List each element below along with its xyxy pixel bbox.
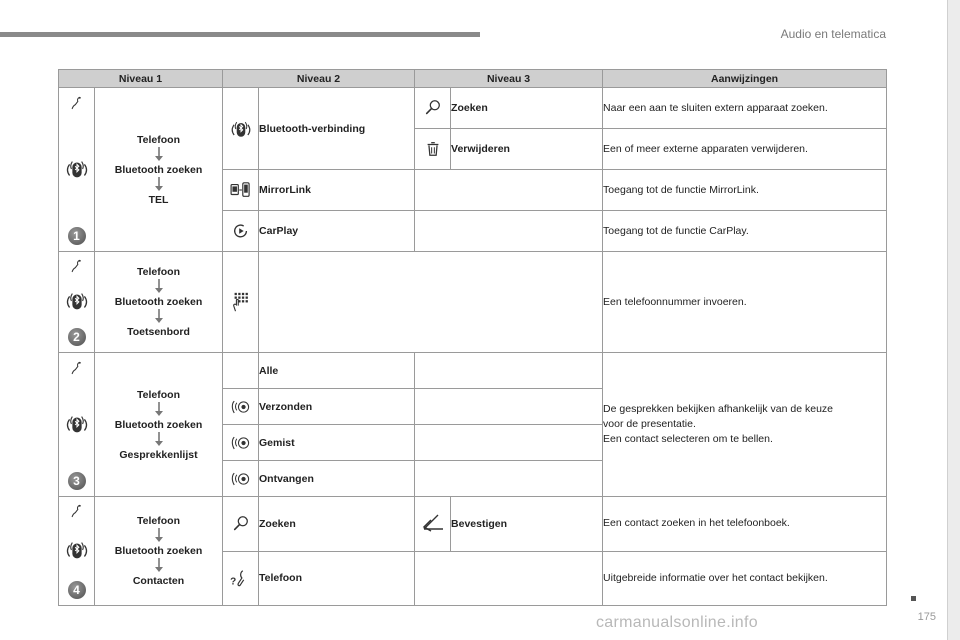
step-badge-1: 1	[68, 227, 86, 245]
arrow-down-icon	[153, 279, 165, 295]
note-cell	[603, 353, 887, 497]
group-4-level1	[95, 497, 223, 606]
note-line: De gesprekken bekijken afhankelijk van de keuze	[603, 403, 834, 415]
step-badge-2: 2	[68, 328, 86, 346]
search-icon	[424, 99, 442, 117]
empty-cell	[415, 461, 603, 497]
trash-icon-cell	[415, 129, 451, 170]
phone-icon	[69, 360, 85, 376]
level1-item: Telefoon	[137, 388, 180, 401]
trash-icon	[424, 140, 442, 158]
step-badge-4: 4	[68, 581, 86, 599]
group-4-icons	[59, 497, 95, 606]
level1-item: Bluetooth zoeken	[114, 418, 203, 431]
menu-table	[58, 69, 887, 606]
arrow-down-icon	[153, 309, 165, 325]
group-3-icons	[59, 353, 95, 497]
search-icon-cell	[223, 497, 259, 552]
note-line: Een contact selecteren om te bellen.	[603, 433, 773, 445]
bluetooth-phone-icon	[64, 288, 90, 314]
level1-item: Toetsenbord	[127, 326, 190, 338]
level2-label: Alle	[259, 353, 415, 389]
arrow-down-icon	[153, 558, 165, 574]
note-cell: Naar een aan te sluiten extern apparaat zoeken.	[603, 88, 887, 129]
contact-details-icon-cell	[223, 551, 259, 606]
level1-item: Telefoon	[137, 133, 180, 146]
bluetooth-phone-icon	[64, 156, 90, 182]
bluetooth-connection-icon-cell	[223, 88, 259, 170]
table-row	[59, 353, 887, 389]
empty-cell	[415, 551, 603, 606]
bluetooth-icon	[229, 117, 253, 141]
level1-item: Contacten	[132, 575, 185, 587]
confirm-icon-cell	[415, 497, 451, 552]
level1-item: TEL	[148, 193, 169, 206]
level3-label: Bevestigen	[451, 497, 603, 552]
arrow-down-icon	[153, 147, 165, 163]
level1-item: Bluetooth zoeken	[114, 163, 203, 176]
column-header-level3: Niveau 3	[415, 70, 603, 88]
empty-cell	[415, 353, 603, 389]
note-cell: Uitgebreide informatie over het contact bekijken.	[603, 551, 887, 606]
note-cell: Een telefoonnummer invoeren.	[603, 252, 887, 353]
icon-cell-empty	[223, 353, 259, 389]
bluetooth-phone-icon	[64, 537, 90, 563]
level2-label: Telefoon	[259, 551, 415, 606]
arrow-down-icon	[153, 177, 165, 193]
keypad-icon-cell	[223, 252, 259, 353]
carplay-icon	[232, 222, 250, 240]
missed-call-icon-cell	[223, 425, 259, 461]
empty-cell	[415, 211, 603, 252]
phone-icon	[69, 258, 85, 274]
level3-label: Zoeken	[451, 88, 603, 129]
note-cell: Een of meer externe apparaten verwijderen.	[603, 129, 887, 170]
outgoing-call-icon	[230, 398, 252, 416]
empty-cell	[259, 252, 603, 353]
phone-icon	[69, 95, 85, 111]
section-title: Audio en telematica	[780, 27, 886, 41]
page-mark	[911, 596, 916, 601]
level1-item: Telefoon	[137, 515, 180, 527]
contact-details-icon	[229, 568, 253, 588]
keypad-icon	[230, 291, 252, 313]
level2-label: Bluetooth-verbinding	[259, 88, 415, 170]
incoming-call-icon-cell	[223, 461, 259, 497]
level2-label: Gemist	[259, 425, 415, 461]
incoming-call-icon	[230, 470, 252, 488]
empty-cell	[415, 389, 603, 425]
note-cell: Toegang tot de functie MirrorLink.	[603, 170, 887, 211]
note-line: voor de presentatie.	[603, 418, 696, 430]
level2-label: Zoeken	[259, 497, 415, 552]
group-1-level1	[95, 88, 223, 252]
mirrorlink-icon	[230, 181, 252, 199]
watermark: carmanualsonline.info	[596, 614, 758, 631]
level2-label: CarPlay	[259, 211, 415, 252]
arrow-down-icon	[153, 402, 165, 418]
group-3-level1	[95, 353, 223, 497]
search-icon-cell	[415, 88, 451, 129]
phone-icon	[69, 503, 85, 519]
level1-item: Gesprekkenlijst	[119, 448, 198, 461]
table-row	[59, 497, 887, 552]
group-2-level1	[95, 252, 223, 353]
table-header-row	[59, 70, 887, 88]
arrow-down-icon	[153, 528, 165, 544]
column-header-level1: Niveau 1	[59, 70, 223, 88]
page-number: 175	[917, 611, 936, 623]
column-header-notes: Aanwijzingen	[603, 70, 887, 88]
level1-item: Bluetooth zoeken	[114, 296, 203, 308]
level2-label: Ontvangen	[259, 461, 415, 497]
level1-item: Telefoon	[137, 266, 180, 278]
outgoing-call-icon-cell	[223, 389, 259, 425]
level3-label: Verwijderen	[451, 129, 603, 170]
note-cell: Een contact zoeken in het telefoonboek.	[603, 497, 887, 552]
missed-call-icon	[230, 434, 252, 452]
arrow-down-icon	[153, 432, 165, 448]
table-row	[59, 88, 887, 129]
column-header-level2: Niveau 2	[223, 70, 415, 88]
search-icon	[232, 515, 250, 533]
step-badge-3: 3	[68, 472, 86, 490]
level1-item: Bluetooth zoeken	[114, 545, 203, 557]
page-edge-strip	[948, 0, 960, 640]
bluetooth-phone-icon	[64, 411, 90, 437]
group-1-icons	[59, 88, 95, 252]
group-2-icons	[59, 252, 95, 353]
empty-cell	[415, 425, 603, 461]
level2-label: Verzonden	[259, 389, 415, 425]
confirm-arrow-icon	[420, 514, 446, 534]
header-bar	[0, 32, 480, 37]
empty-cell	[415, 170, 603, 211]
level2-label: MirrorLink	[259, 170, 415, 211]
note-cell: Toegang tot de functie CarPlay.	[603, 211, 887, 252]
table-row	[59, 252, 887, 353]
carplay-icon-cell	[223, 211, 259, 252]
mirrorlink-icon-cell	[223, 170, 259, 211]
